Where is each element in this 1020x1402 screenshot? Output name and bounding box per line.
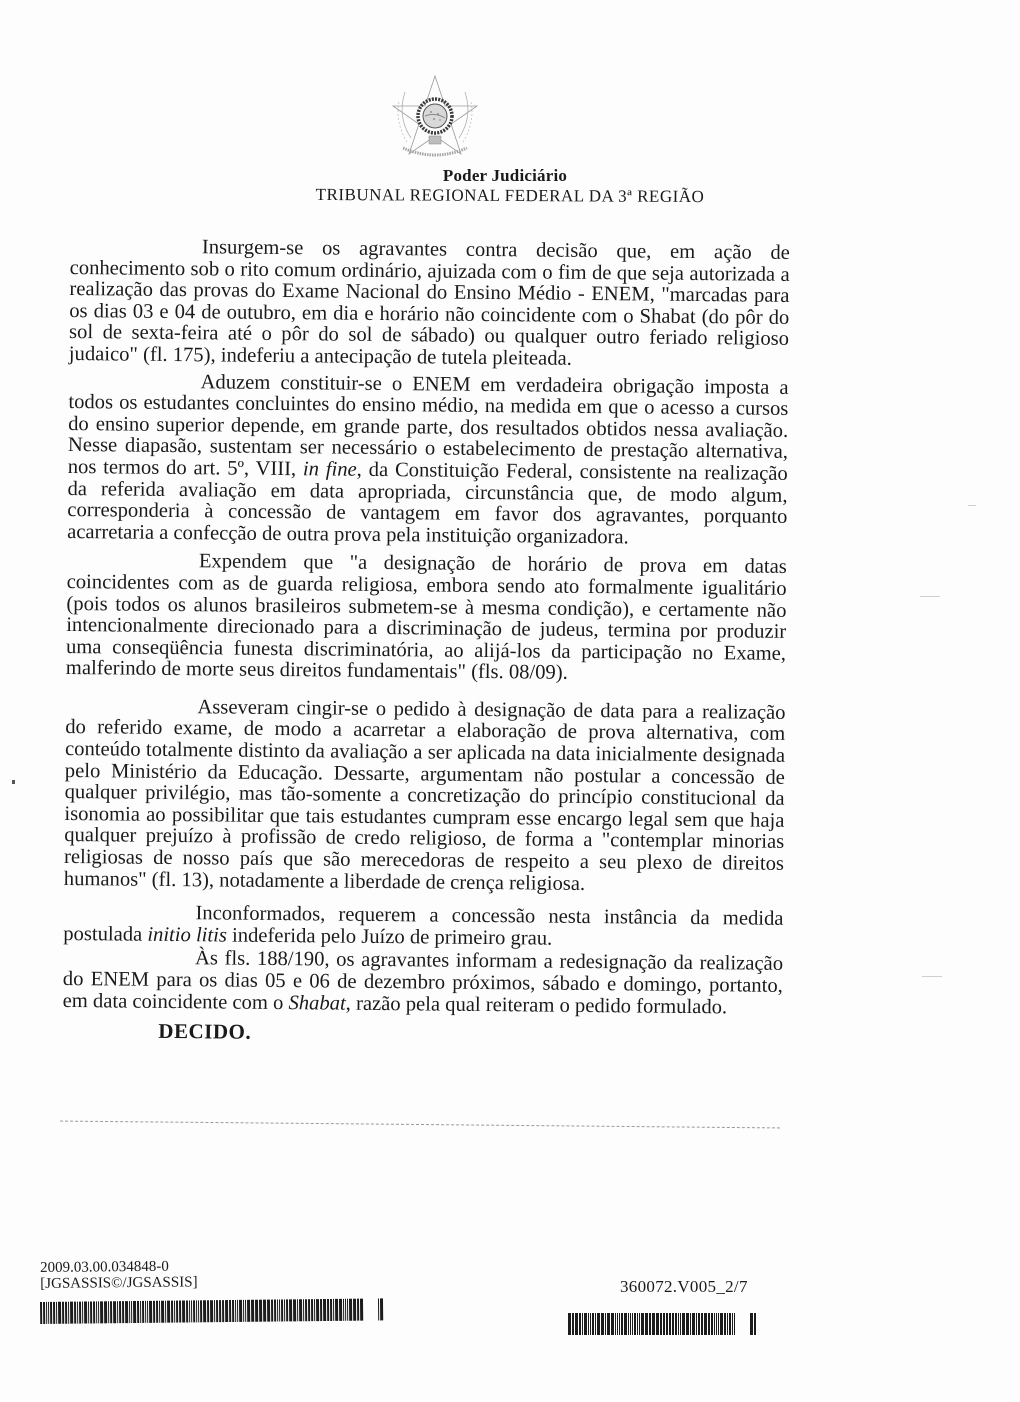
barcode-bar	[65, 1302, 67, 1324]
barcode-bar	[716, 1313, 717, 1335]
barcode-bar	[378, 1298, 379, 1320]
barcode-bar	[353, 1299, 356, 1321]
barcode-bar	[724, 1313, 726, 1335]
barcode-bar	[690, 1313, 691, 1335]
barcode-bar	[62, 1302, 64, 1324]
barcode-bar	[293, 1299, 296, 1321]
barcode-bar	[239, 1300, 242, 1322]
user-tag: [JGSASSIS©/JGSASSIS]	[40, 1274, 198, 1292]
barcode-bar	[119, 1301, 121, 1323]
barcode-bar	[660, 1313, 662, 1335]
barcode-bar	[176, 1301, 178, 1323]
barcode-bar	[225, 1300, 228, 1322]
barcode-bar	[680, 1313, 681, 1335]
latin-term: initio litis	[147, 923, 228, 947]
barcode-bar	[50, 1302, 52, 1324]
barcode-bar	[210, 1300, 213, 1322]
barcode-bar	[259, 1300, 262, 1322]
barcode-bar	[56, 1302, 57, 1324]
barcode-bar	[74, 1302, 76, 1324]
barcode-bar	[137, 1301, 139, 1323]
barcode-icon	[568, 1313, 757, 1335]
scan-artifact	[922, 976, 942, 977]
barcode-bar	[621, 1313, 623, 1335]
scan-artifact	[12, 780, 15, 784]
barcode-bar	[734, 1313, 735, 1335]
barcode-bar	[611, 1313, 614, 1335]
barcode-bar	[590, 1313, 591, 1335]
barcode-bar	[628, 1313, 629, 1335]
barcode-bar	[656, 1313, 659, 1335]
barcode-bar	[718, 1313, 719, 1335]
barcode-bar	[167, 1301, 170, 1323]
barcode-bar	[601, 1313, 604, 1335]
barcode-bar	[229, 1300, 231, 1322]
barcode-bar	[289, 1299, 292, 1321]
barcode-bar	[219, 1300, 221, 1322]
barcode-bar	[133, 1301, 136, 1323]
barcode-bar	[84, 1302, 87, 1324]
barcode-bar	[617, 1313, 618, 1335]
barcode-bar	[82, 1302, 83, 1324]
barcode-bar	[582, 1313, 583, 1335]
barcode-bar	[186, 1300, 188, 1322]
barcode-bar	[682, 1313, 685, 1335]
barcode-bar	[750, 1313, 753, 1335]
paragraph-2-text-cont: , da Constituição Federal, consistente na realização da referida avaliação em data apropriada, circunstância que, de modo algum, corresponderia à concessão de vantagem em favor dos agravantes, porquanto acarretaria a confecção de outra prova pela instituição organizadora.	[67, 458, 788, 549]
paragraph-1: Insurgem-se os agravantes contra decisão que, em ação de conhecimento sob o rito comum ordinário, ajuizada com o fim de que seja autorizada a realização das provas do Exame Nacional do Ensino Médio - ENEM, "marcadas para os dias 03 e 04 de outubro, em dia e horário não coincidente com o Shabat (do pôr do sol de sexta-feira até o pôr do sol de sábado) ou qualquer outro feriado religioso judaico" (fl. 175), indeferiu a antecipação de tutela pleiteada.	[68, 236, 790, 370]
barcode-bar	[179, 1301, 181, 1323]
barcode-bar	[96, 1301, 97, 1323]
paragraph-2	[67, 371, 789, 551]
barcode-bar	[698, 1313, 700, 1335]
barcode-bar	[686, 1313, 689, 1335]
barcode-icon	[40, 1298, 384, 1324]
document-code: 360072.V005_2/7	[620, 1277, 748, 1296]
latin-term: in fine	[302, 458, 357, 481]
barcode-bar	[343, 1299, 344, 1321]
barcode-bar	[675, 1313, 677, 1335]
barcode-bar	[708, 1313, 710, 1335]
barcode-bar	[68, 1302, 69, 1324]
barcode-bar	[595, 1313, 596, 1335]
document-body	[62, 236, 790, 1049]
barcode-bar	[70, 1302, 73, 1324]
barcode-bar	[714, 1313, 715, 1335]
barcode-bar	[207, 1300, 209, 1322]
scan-line-artifact	[60, 1121, 780, 1129]
barcode-bar	[93, 1301, 95, 1323]
barcode-bar	[314, 1299, 315, 1321]
shabat-term: Shabat	[288, 991, 346, 1015]
barcode-bar	[216, 1300, 218, 1322]
barcode-bar	[575, 1313, 578, 1335]
barcode-bar	[274, 1300, 276, 1322]
barcode-bar	[711, 1313, 713, 1335]
barcode-bar	[619, 1313, 620, 1335]
barcode-bar	[267, 1300, 270, 1322]
footer-left	[40, 1258, 198, 1292]
barcode-bar	[672, 1313, 674, 1335]
institution-name: Poder Judiciário	[442, 166, 568, 185]
barcode-bar	[607, 1313, 610, 1335]
barcode-bar	[247, 1300, 250, 1322]
brazil-coat-of-arms-icon	[385, 72, 485, 162]
barcode-bar	[663, 1313, 665, 1335]
barcode-bar	[308, 1299, 310, 1321]
barcode-bar	[40, 1302, 42, 1324]
barcode-bar	[153, 1301, 155, 1323]
barcode-bar	[98, 1301, 99, 1323]
barcode-bar	[327, 1299, 329, 1321]
barcode-bar	[193, 1300, 195, 1322]
barcode-bar	[90, 1301, 92, 1323]
barcode-bar	[100, 1301, 103, 1323]
court-name: TRIBUNAL REGIONAL FEDERAL DA 3ª REGIÃO	[315, 184, 705, 207]
paragraph-5-text: Inconformados, requerem a concessão nesta instância da medida postulada	[63, 902, 784, 946]
barcode-bar	[320, 1299, 322, 1321]
barcode-bar	[727, 1313, 728, 1335]
barcode-bar	[729, 1313, 731, 1335]
barcode-bar	[704, 1313, 707, 1335]
barcode-bar	[380, 1298, 383, 1320]
scan-artifact	[920, 596, 940, 597]
barcode-bar	[46, 1302, 47, 1324]
barcode-bar	[251, 1300, 254, 1322]
paragraph-6-text: Às fls. 188/190, os agravantes informam a redesignação da realização do ENEM para os dias 05 e 06 de dezembro próximos, sábado e domingo, portanto, em data coincidente com o	[62, 947, 784, 1014]
paragraph-6	[63, 947, 784, 1019]
barcode-bar	[255, 1300, 258, 1322]
barcode-bar	[88, 1301, 89, 1323]
paragraph-4: Asseveram cingir-se o pedido à designação de data para a realização do referido exame, de modo a acarretar a elaboração de prova alternativa, com conteúdo totalmente distinto da avaliação a ser aplicada na data inicialmente designada pelo Ministério da Educação. Dessarte, argumentam não postular a concessão de qualquer privilégio, mas tão-somente a concretização do princípio constitucional da isonomia ao possibilitar que tais estudantes cumpram esse encargo legal sem que haja qualquer prejuízo à profissão de credo religioso, de forma a "contemplar minorias religiosas de nosso país que são merecedoras de respeito a seu plexo de direitos humanos" (fl. 13), notadamente a liberdade de crença religiosa.	[63, 696, 786, 895]
barcode-bar	[48, 1302, 49, 1324]
barcode-bar	[634, 1313, 636, 1335]
barcode-bar	[605, 1313, 606, 1335]
barcode-bar	[624, 1313, 627, 1335]
barcode-bar	[652, 1313, 655, 1335]
barcode-bar	[720, 1313, 723, 1335]
barcode-bar	[637, 1313, 638, 1335]
barcode-bar	[161, 1301, 164, 1323]
barcode-bar	[316, 1299, 319, 1321]
barcode-bar	[360, 1299, 363, 1321]
scan-artifact	[968, 505, 976, 506]
barcode-bar	[339, 1299, 342, 1321]
barcode-bar	[592, 1313, 594, 1335]
barcode-bar	[701, 1313, 703, 1335]
barcode-bar	[692, 1313, 695, 1335]
barcode-bar	[572, 1313, 574, 1335]
barcode-bar	[104, 1301, 107, 1323]
barcode-bar	[263, 1300, 266, 1322]
barcode-bar	[43, 1302, 45, 1324]
barcode-bar	[299, 1299, 302, 1321]
barcode-bar	[203, 1300, 206, 1322]
barcode-bar	[281, 1299, 283, 1321]
barcode-bar	[200, 1300, 202, 1322]
barcode-bar	[171, 1301, 173, 1323]
barcode-bar	[588, 1313, 589, 1335]
paragraph-2-text: Aduzem constituir-se o ENEM em verdadeira obrigação imposta a todos os estudantes concluintes do ensino médio, na medida em que o acesso a cursos do ensino superior depende, em grande parte, dos resultados obtidos nessa avaliação. Nesse diapasão, sustentam ser necessário o estabelecimento de prestação alternativa, nos termos do art. 5º, VIII,	[67, 370, 789, 481]
barcode-bar	[615, 1313, 616, 1335]
barcode-bar	[649, 1313, 651, 1335]
barcode-bar	[232, 1300, 234, 1322]
barcode-bar	[345, 1299, 346, 1321]
barcode-bar	[632, 1313, 633, 1335]
barcode-bar	[271, 1300, 273, 1322]
barcode-bar	[142, 1301, 144, 1323]
barcode-bar	[156, 1301, 158, 1323]
barcode-bar	[330, 1299, 332, 1321]
barcode-bar	[125, 1301, 128, 1323]
barcode-bar	[53, 1302, 55, 1324]
barcode-bar	[645, 1313, 648, 1335]
barcode-bar	[630, 1313, 631, 1335]
barcode-bar	[333, 1299, 334, 1321]
barcode-bar	[754, 1313, 756, 1335]
barcode-bar	[579, 1313, 581, 1335]
barcode-bar	[323, 1299, 326, 1321]
barcode-bar	[349, 1299, 352, 1321]
barcode-bar	[347, 1299, 348, 1321]
barcode-bar	[77, 1302, 78, 1324]
barcode-bar	[696, 1313, 697, 1335]
barcode-bar	[113, 1301, 116, 1323]
paragraph-5-text-cont: indeferida pelo Juízo de primeiro grau.	[226, 924, 553, 950]
barcode-bar	[669, 1313, 671, 1335]
barcode-bar	[286, 1299, 288, 1321]
barcode-bar	[335, 1299, 338, 1321]
paragraph-6-text-cont: , razão pela qual reiteram o pedido formulado.	[345, 992, 728, 1018]
barcode-bar	[597, 1313, 600, 1335]
decision-heading: DECIDO.	[158, 1019, 252, 1044]
barcode-bar	[110, 1301, 112, 1323]
barcode-bar	[678, 1313, 679, 1335]
barcode-bar	[58, 1302, 61, 1324]
barcode-bar	[568, 1313, 571, 1335]
barcode-bar	[122, 1301, 124, 1323]
process-number: 2009.03.00.034848-0	[40, 1258, 169, 1276]
barcode-bar	[641, 1313, 644, 1335]
barcode-bar	[79, 1302, 81, 1324]
barcode-bar	[222, 1300, 224, 1322]
paragraph-5	[63, 902, 783, 952]
barcode-bar	[584, 1313, 587, 1335]
barcode-bar	[149, 1301, 152, 1323]
barcode-bar	[732, 1313, 733, 1335]
barcode-bar	[311, 1299, 313, 1321]
barcode-bar	[182, 1300, 185, 1322]
barcode-bar	[666, 1313, 668, 1335]
barcode-bar	[357, 1299, 359, 1321]
barcode-bar	[305, 1299, 307, 1321]
paragraph-3: Expendem que "a designação de horário de prova em datas coincidentes com as de guarda religiosa, embora sendo ato formalmente igualitário (pois todos os alunos brasileiros submetem-se à mesma condição), e certamente não intencionalmente direcionado para a discriminação de judeus, termina por produzir uma conseqüência funesta discriminatória, ao alijá-los da participação no Exame, malferindo de morte seus direitos fundamentais" (fls. 08/09).	[65, 550, 787, 685]
barcode-bar	[639, 1313, 640, 1335]
